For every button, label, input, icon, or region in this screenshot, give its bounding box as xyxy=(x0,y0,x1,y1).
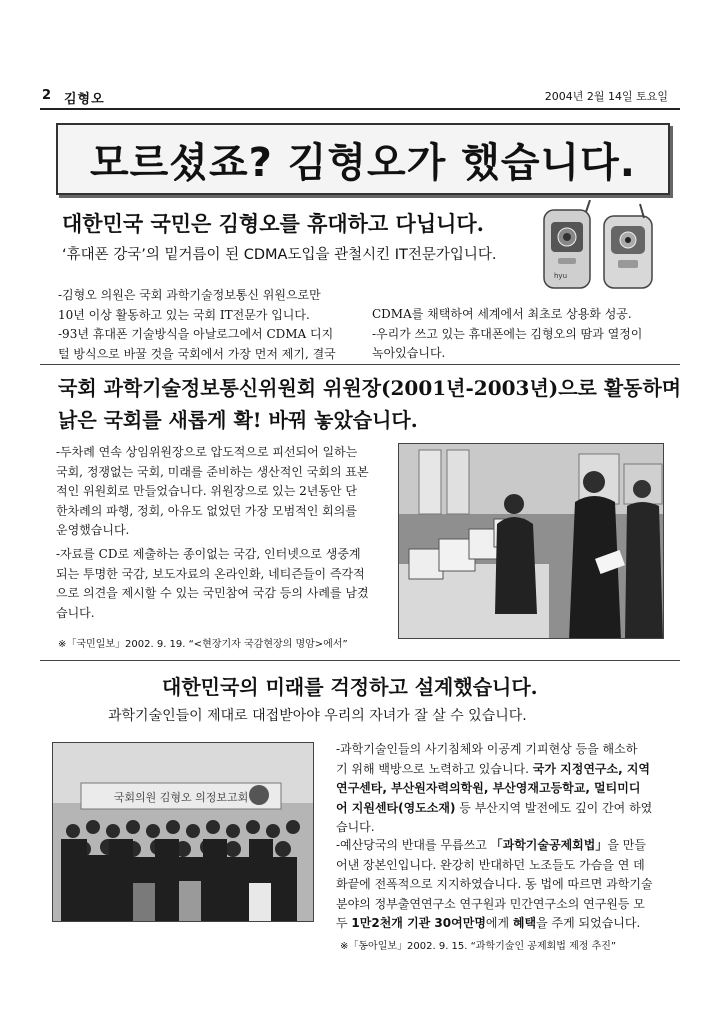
section3-para2-line xyxy=(336,914,672,934)
section3-para1-line: 습니다. xyxy=(336,820,375,834)
section2-para1-line: -두차례 연속 상임위원장으로 압도적으로 피선되어 일하는 xyxy=(56,445,358,459)
section1-col1-line: 털 방식으로 바꿀 것을 국회에서 가장 먼저 제기, 결국 xyxy=(58,346,336,361)
text-run: 을 주게 되었습니다. xyxy=(536,916,641,930)
section3-para2-line xyxy=(336,836,672,856)
section3-title: 대한민국의 미래를 걱정하고 설계했습니다. xyxy=(162,675,538,699)
section2-note: ※「국민일보」2002. 9. 19. “<현장기자 국감현장의 명암>에서” xyxy=(58,639,348,650)
page-number: 2 xyxy=(42,88,52,103)
section3-para1-line xyxy=(336,799,672,819)
section2-title-line1: 국회 과학기술정보통신위원회 위원장(2001년-2003년)으로 활동하며 xyxy=(58,376,682,400)
section1-subtitle: ‘휴대폰 강국’의 밑거름이 된 CDMA도입을 관철시킨 IT전문가입니다. xyxy=(62,247,497,263)
text-run: -예산당국의 반대를 무릅쓰고 xyxy=(336,838,491,852)
section2-para1-line: 한차례의 파행, 정회, 아유도 없었던 가장 모범적인 회의를 xyxy=(56,503,357,518)
section2-para2 xyxy=(56,545,386,623)
section1-col1-line: -93년 휴대폰 기술방식을 아날로그에서 CDMA 디지 xyxy=(58,327,334,341)
section2-title-line2: 낡은 국회를 새롭게 확! 바꿔 놓았습니다. xyxy=(58,408,418,432)
section3-para1-line xyxy=(336,779,672,799)
section2-para2-line: 으로 의견을 제시할 수 있는 국민참여 국감 등의 사례를 남겼 xyxy=(56,586,369,600)
text-run: 기 위해 백방으로 노력하고 있습니다. xyxy=(336,761,533,776)
section2-para1-line: 운영했습니다. xyxy=(56,523,130,537)
section3-note: ※「동아일보」2002. 9. 15. “과학기술인 공제회법 제정 추진” xyxy=(340,941,617,952)
group-photo xyxy=(52,742,314,922)
section1-title: 대한민국 국민은 김형오를 휴대하고 다닙니다. xyxy=(62,211,484,236)
section1-col2-line: -우리가 쓰고 있는 휴대폰에는 김형오의 땀과 열정이 xyxy=(372,326,643,341)
section1-col1 xyxy=(58,286,363,364)
section1-col2-line: CDMA를 채택하여 세계에서 최초로 상용화 성공. xyxy=(372,307,632,321)
section1-col1-line: 10년 이상 활동하고 있는 국회 IT전문가 입니다. xyxy=(58,307,310,322)
section3-subtitle: 과학기술인들이 제대로 대접받아야 우리의 자녀가 잘 살 수 있습니다. xyxy=(108,708,527,724)
bold-run: 어 지원센타(영도소재) xyxy=(336,800,456,815)
section-divider xyxy=(40,364,680,365)
headline: 모르셨죠? 김형오가 했습니다. xyxy=(90,139,636,186)
section3-para2-line: 화끝에 전폭적으로 지지하였습니다. 동 법에 따르면 과학기술 xyxy=(336,877,653,891)
section3-para1 xyxy=(336,740,672,838)
section3-para2-line: 어낸 장본인입니다. 완강히 반대하던 노조들도 가슴을 연 데 xyxy=(336,857,645,872)
text-run: 등 부산지역 발전에도 깊이 간여 하였 xyxy=(455,800,653,815)
headline-box xyxy=(56,123,670,195)
header-date: 2004년 2월 14일 토요일 xyxy=(544,90,668,103)
bold-run: 연구센타, 부산원자력의학원, 부산영재고등학교, 멀티미디 xyxy=(336,781,641,795)
section3-para1-line xyxy=(336,760,672,780)
section-divider xyxy=(40,660,680,661)
section2-para2-line: 되는 투명한 국감, 보도자료의 온라인화, 네티즌들이 즉각적 xyxy=(56,566,365,581)
section2-para2-line: -자료를 CD로 제출하는 종이없는 국감, 인터넷으로 생중계 xyxy=(56,547,361,561)
section1-col2 xyxy=(372,305,672,364)
section1-col2-line: 녹아있습니다. xyxy=(372,346,446,360)
banner-text: 국회의원 김형오 의정보고회 xyxy=(113,791,249,804)
header-title: 김형오 xyxy=(64,92,105,107)
text-run: 두 xyxy=(336,916,352,930)
committee-visit-photo xyxy=(398,443,664,639)
bold-run: 혜택 xyxy=(512,916,537,930)
phones-illustration xyxy=(540,200,660,292)
section3-para2 xyxy=(336,836,672,934)
section2-para1 xyxy=(56,443,386,541)
text-run: 을 만들 xyxy=(607,838,646,852)
section3-para2-line: 분야의 정부출연연구소 연구원과 민간연구소의 연구원등 모 xyxy=(336,896,645,911)
header-rule xyxy=(40,108,680,110)
section2-para2-line: 습니다. xyxy=(56,605,95,620)
section1-col1-line: -김형오 의원은 국회 과학기술정보통신 위원으로만 xyxy=(58,288,321,302)
section2-para1-line: 적인 위원회로 만들었습니다. 위원장으로 있는 2년동안 단 xyxy=(56,484,357,498)
bold-run: 「과학기술공제회법」 xyxy=(490,838,608,852)
text-run: 에게 xyxy=(485,916,513,930)
bold-run: 1만2천개 기관 30여만명 xyxy=(351,916,486,930)
section3-para1-line: -과학기술인들의 사기침체와 이공계 기피현상 등을 해소하 xyxy=(336,742,638,756)
bold-run: 국가 지정연구소, 지역 xyxy=(532,761,651,776)
section2-para1-line: 국회, 정쟁없는 국회, 미래를 준비하는 생산적인 국회의 표본 xyxy=(56,464,369,479)
phone-logo-text: hyu xyxy=(554,272,568,280)
